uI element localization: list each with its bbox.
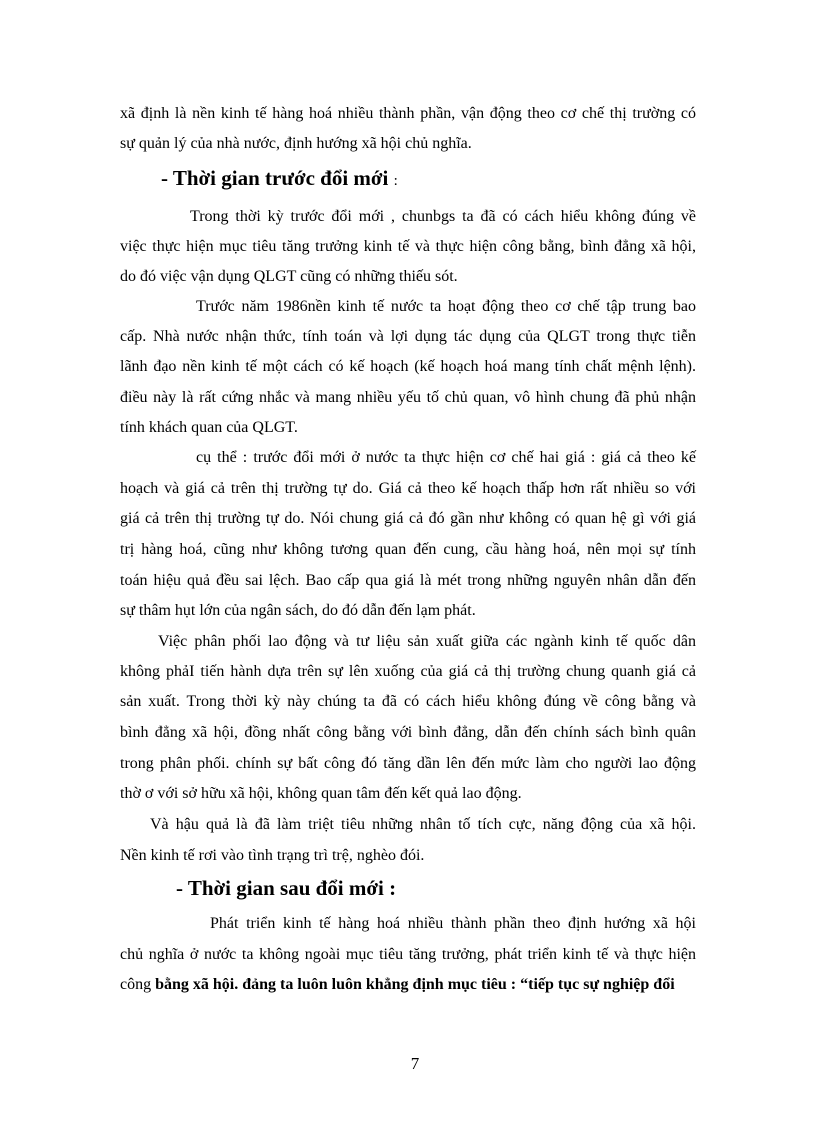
text-line: Phát triển kinh tế hàng hoá nhiều thành phần theo định hướng xã hội <box>210 915 696 932</box>
text-line: sự quản lý của nhà nước, định hướng xã hội chủ nghĩa. <box>120 135 472 152</box>
text-line: tính khách quan của QLGT. <box>120 419 298 436</box>
text-line: Nền kinh tế rơi vào tình trạng trì trệ, nghèo đói. <box>120 847 425 864</box>
text-line: Việc phân phối lao động và tư liệu sản xuất giữa các ngành kinh tế quốc dân <box>158 633 696 650</box>
text-line: điều này là rất cứng nhắc và mang nhiều yếu tố chủ quan, vô hình chung đã phủ nhận <box>120 389 696 406</box>
text-line: xã định là nền kinh tế hàng hoá nhiều thành phần, vận động theo cơ chế thị trường có <box>120 105 696 122</box>
text-line: giá cả trên thị trường tự do. Nói chung giá cả đó gần như không có quan hệ gì với giá <box>120 510 696 527</box>
heading-colon: : <box>393 173 398 189</box>
text-line: trong phân phối. chính sự bất công đó tăng dần lên đến mức làm cho người lao động <box>120 755 696 772</box>
text-line: Và hậu quả là đã làm triệt tiêu những nhân tố tích cực, năng động của xã hội. <box>150 816 696 833</box>
section-heading-before-reform <box>161 166 398 193</box>
page-number: 7 <box>410 1054 420 1073</box>
text-run: công <box>120 976 156 993</box>
text-line: toán hiệu quả đều sai lệch. Bao cấp qua giá là mét trong những nguyên nhân dẫn đến <box>120 572 696 589</box>
text-line: thờ ơ với sở hữu xã hội, không quan tâm đến kết quả lao động. <box>120 785 522 802</box>
text-line: do đó việc vận dụng QLGT cũng có những thiếu sót. <box>120 268 458 285</box>
text-line: bình đẳng xã hội, đồng nhất công bằng với bình đẳng, dẫn đến chính sách bình quân <box>120 724 696 741</box>
text-line: việc thực hiện mục tiêu tăng trưởng kinh tế và thực hiện công bằng, bình đẳng xã hội, <box>120 238 696 255</box>
text-line: hoạch và giá cả trên thị trường tự do. Giá cả theo kế hoạch thấp hơn rất nhiều so với <box>120 480 696 497</box>
text-line: lãnh đạo nền kinh tế một cách có kế hoạch (kế hoạch hoá mang tính chất mệnh lệnh). <box>120 358 696 375</box>
bold-text-run: bằng xã hội. đảng ta luôn luôn khẳng định mục tiêu : “tiếp tục sự nghiệp đổi <box>155 976 675 993</box>
heading-text: - Thời gian trước đổi mới <box>161 166 389 190</box>
text-line: chủ nghĩa ở nước ta không ngoài mục tiêu tăng trưởng, phát triển kinh tế và thực hiện <box>120 946 696 963</box>
text-line: Trước năm 1986nền kinh tế nước ta hoạt động theo cơ chế tập trung bao <box>196 298 696 315</box>
text-line: trị hàng hoá, cũng như không tương quan đến cung, cầu hàng hoá, nên mọi sự tính <box>120 541 696 558</box>
text-line: Trong thời kỳ trước đổi mới , chunbgs ta đã có cách hiểu không đúng về <box>190 208 696 225</box>
section-heading-after-reform: - Thời gian sau đổi mới : <box>176 876 397 900</box>
text-line: sản xuất. Trong thời kỳ này chúng ta đã có cách hiểu không đúng về công bằng và <box>120 693 696 710</box>
text-line: không phảI tiến hành dựa trên sự lên xuống của giá cả thị trường chung quanh giá cả <box>120 663 696 680</box>
text-line: cấp. Nhà nước nhận thức, tính toán và lợi dụng tác dụng của QLGT trong thực tiễn <box>120 328 696 345</box>
text-line: sự thâm hụt lớn của ngân sách, do đó dẫn đến lạm phát. <box>120 602 476 619</box>
text-line: cụ thể : trước đổi mới ở nước ta thực hiện cơ chế hai giá : giá cả theo kế <box>196 449 696 466</box>
text-line-mixed <box>120 975 696 995</box>
